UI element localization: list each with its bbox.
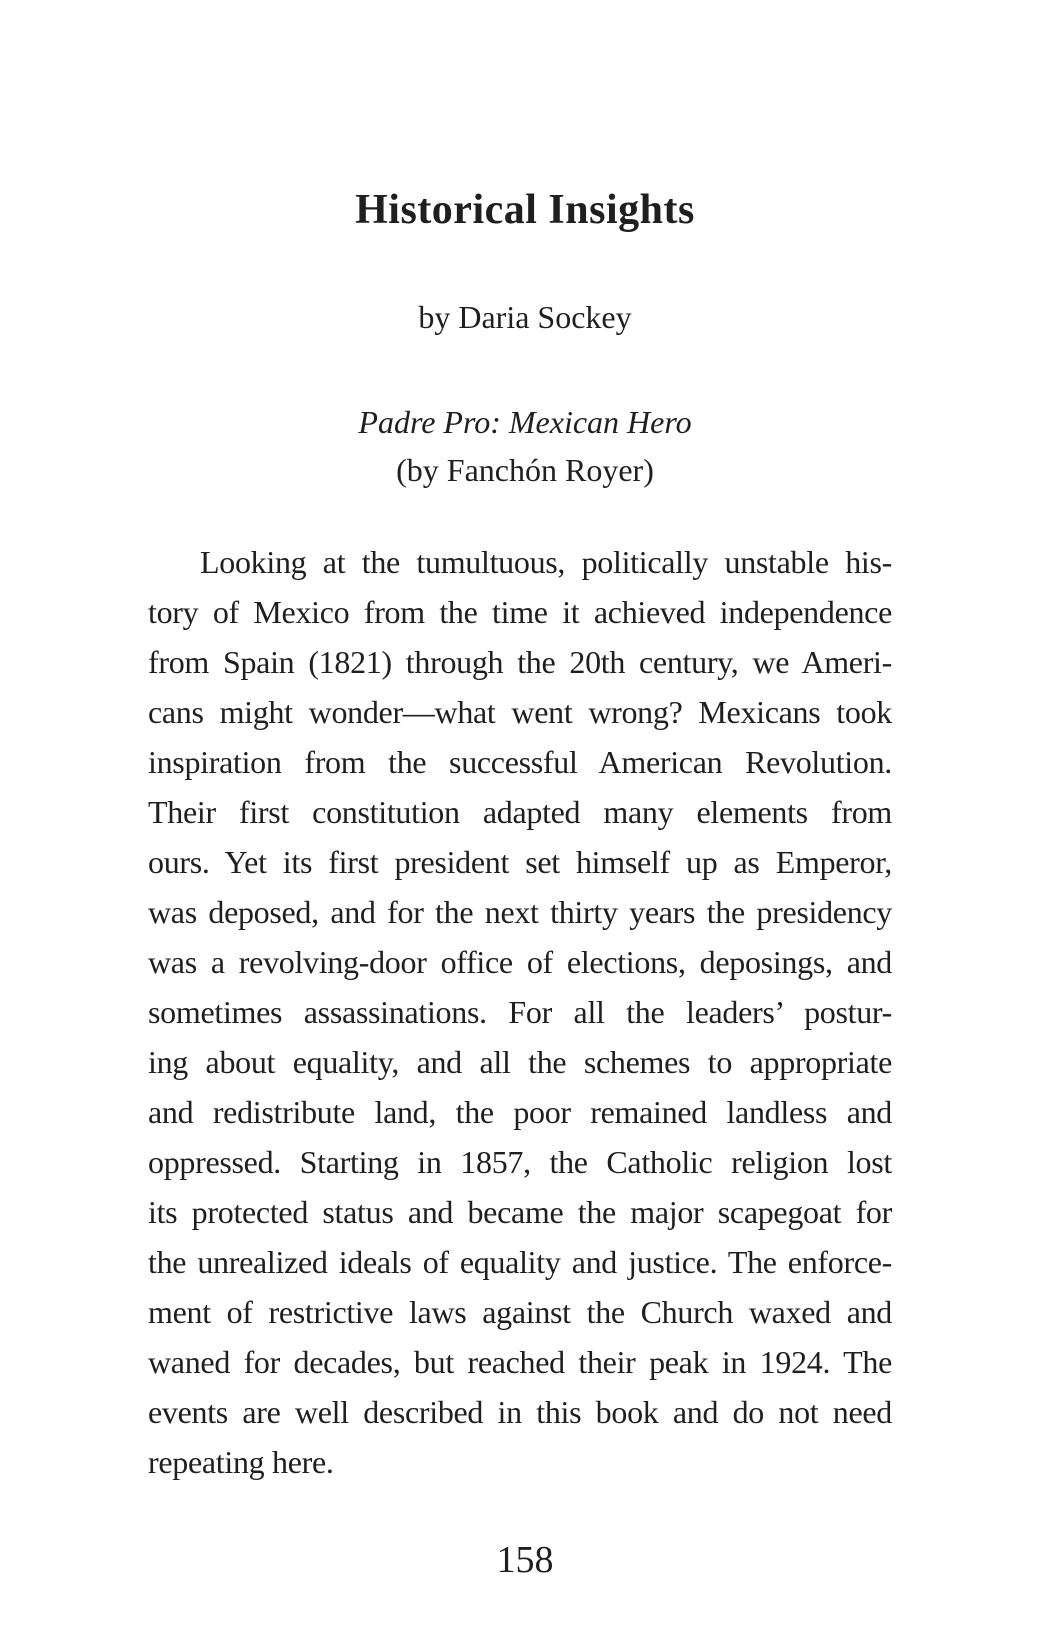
body-line: repeating here.: [148, 1444, 334, 1480]
body-line: tory of Mexico from the time it achieved independence: [148, 594, 892, 630]
body-line: its protected status and became the major scapegoat for: [148, 1194, 892, 1230]
body-line: oppressed. Starting in 1857, the Catholic religion lost: [148, 1144, 892, 1180]
body-line: sometimes assassinations. For all the leaders’ postur-: [148, 994, 892, 1030]
page-number: 158: [496, 1539, 554, 1581]
body-line: ours. Yet its first president set himself up as Emperor,: [148, 844, 892, 880]
body-line: ment of restrictive laws against the Church waxed and: [148, 1294, 892, 1330]
page-title: Historical Insights: [355, 187, 695, 233]
body-line: cans might wonder—what went wrong? Mexicans took: [148, 694, 892, 730]
body-line: the unrealized ideals of equality and justice. The enforce-: [148, 1244, 892, 1280]
body-line: ing about equality, and all the schemes to appropriate: [148, 1044, 892, 1080]
body-paragraph: [148, 537, 892, 1487]
byline: by Daria Sockey: [418, 299, 632, 335]
body-line: was deposed, and for the next thirty years the presidency: [148, 894, 892, 930]
body-line: Their first constitution adapted many elements from: [148, 794, 892, 830]
body-line: inspiration from the successful American Revolution.: [148, 744, 892, 780]
reviewed-work-author: (by Fanchón Royer): [396, 452, 654, 488]
body-line: and redistribute land, the poor remained landless and: [148, 1094, 892, 1130]
body-line: Looking at the tumultuous, politically unstable his-: [200, 544, 892, 580]
body-line: from Spain (1821) through the 20th century, we Ameri-: [148, 644, 892, 680]
body-line: was a revolving-door office of elections, deposings, and: [148, 944, 892, 980]
reviewed-work-title: Padre Pro: Mexican Hero: [358, 404, 692, 440]
body-line: waned for decades, but reached their peak in 1924. The: [148, 1344, 892, 1380]
body-line: events are well described in this book and do not need: [148, 1394, 892, 1430]
